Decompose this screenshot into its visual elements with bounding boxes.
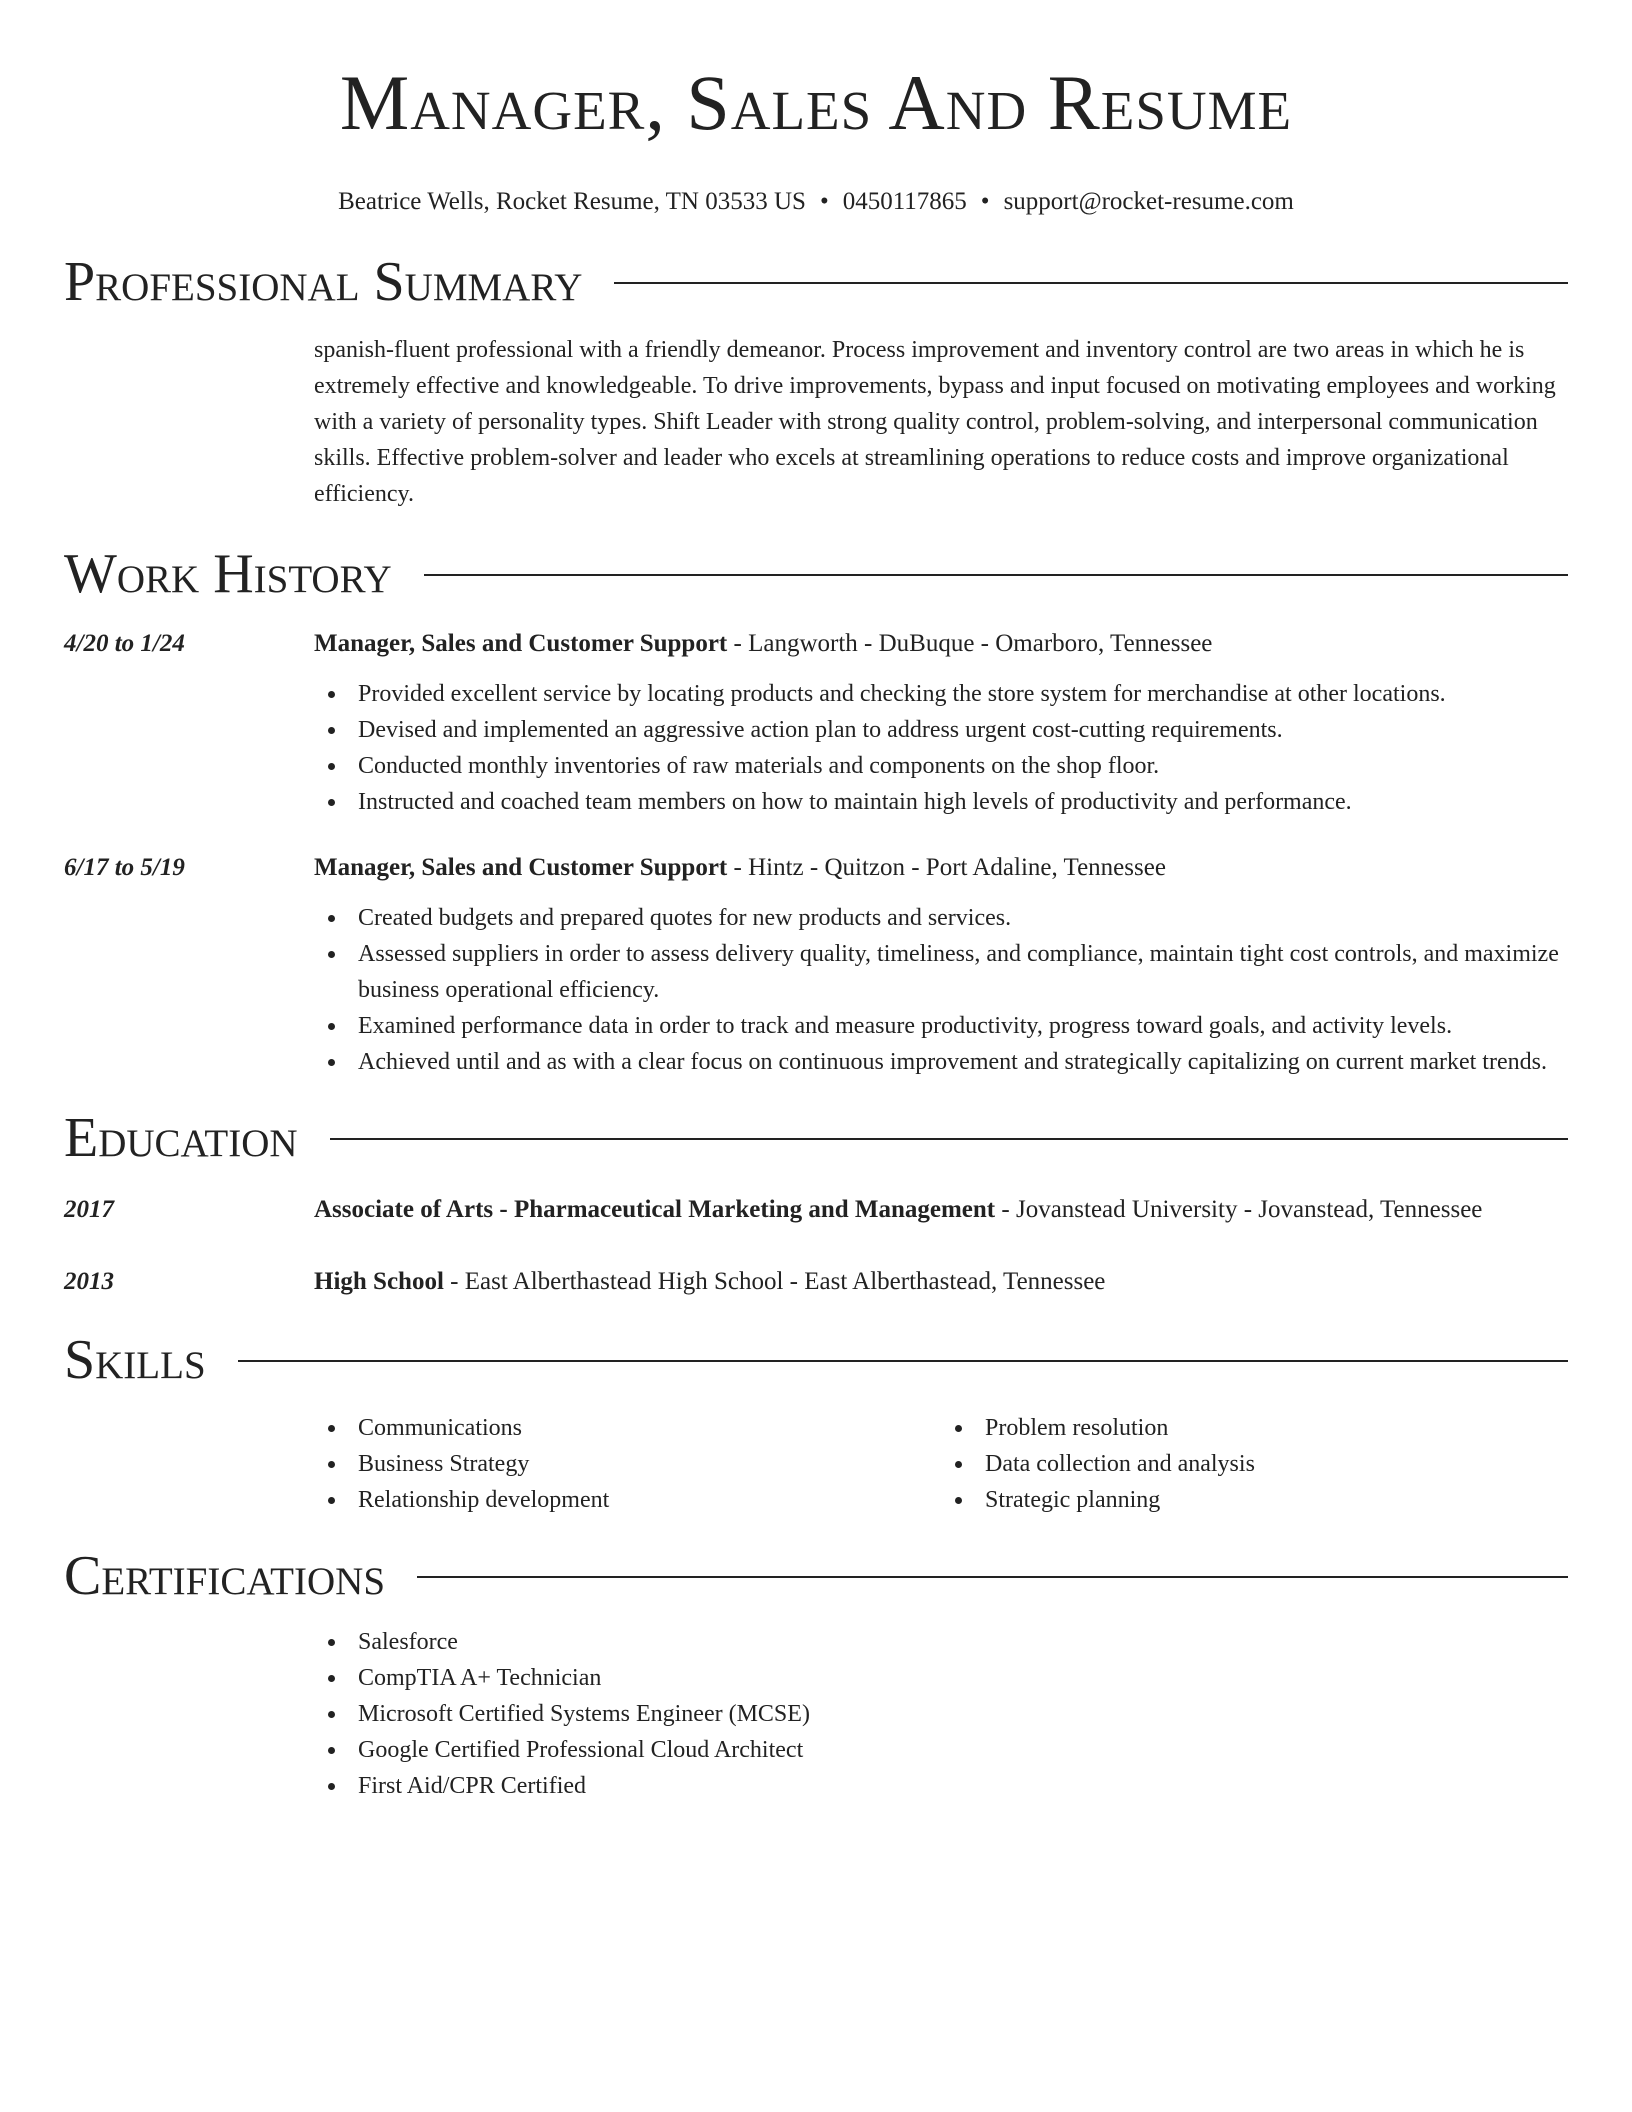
job-entry	[64, 850, 1568, 1080]
list-item: Assessed suppliers in order to assess delivery quality, timeliness, and compliance, maintain tight cost controls, and maximize business operational efficiency.	[314, 936, 1568, 1008]
list-item: CompTIA A+ Technician	[314, 1660, 1568, 1696]
summary-text: spanish-fluent professional with a friendly demeanor. Process improvement and inventory control are two areas in which he is extremely effective and knowledgeable. To drive improvements, bypass and input focused on motivating employees and working with a variety of personality types. Shift Leader with strong quality control, problem-solving, and interpersonal communication skills. Effective problem-solver and leader who excels at streamlining operations to reduce costs and improve organizational efficiency.	[314, 337, 1556, 507]
job-bullet-list	[314, 900, 1568, 1080]
bullet-icon	[328, 1639, 335, 1646]
education-section-header	[64, 1106, 1568, 1170]
education-degree: High School	[314, 1268, 444, 1295]
list-item: Created budgets and prepared quotes for new products and services.	[314, 900, 1568, 936]
section-divider	[417, 1576, 1568, 1578]
bullet-icon	[328, 763, 335, 770]
list-item: Relationship development	[314, 1482, 941, 1518]
section-divider	[238, 1360, 1568, 1362]
education-year: 2017	[64, 1196, 114, 1223]
education-year: 2013	[64, 1268, 114, 1295]
job-dates: 4/20 to 1/24	[64, 630, 185, 657]
education-heading: Education	[64, 1107, 298, 1169]
list-item: Data collection and analysis	[941, 1446, 1568, 1482]
bullet-icon	[328, 915, 335, 922]
skills-grid	[314, 1410, 1568, 1518]
bullet-icon	[328, 951, 335, 958]
bullet-icon	[955, 1497, 962, 1504]
work-heading: Work History	[64, 543, 392, 605]
page-title: Manager, Sales And Resume	[339, 59, 1293, 146]
job-title: Manager, Sales and Customer Support	[314, 854, 728, 881]
education-details: - East Alberthastead High School - East Alberthastead, Tennessee	[443, 1268, 1106, 1295]
list-item: Provided excellent service by locating products and checking the store system for merchandise at other locations.	[314, 676, 1568, 712]
bullet-icon	[328, 1711, 335, 1718]
summary-heading: Professional Summary	[64, 251, 583, 313]
education-entry	[64, 1192, 1568, 1228]
section-divider	[330, 1138, 1568, 1140]
list-item: Examined performance data in order to track and measure productivity, progress toward goals, and activity levels.	[314, 1008, 1568, 1044]
bullet-icon	[328, 1425, 335, 1432]
bullet-icon	[328, 1497, 335, 1504]
bullet-icon	[328, 1747, 335, 1754]
list-item: Communications	[314, 1410, 941, 1446]
list-item: Achieved until and as with a clear focus on continuous improvement and strategically capitalizing on current market trends.	[314, 1044, 1568, 1080]
skills-column-right	[941, 1410, 1568, 1518]
contact-separator: •	[819, 188, 829, 215]
bullet-icon	[328, 691, 335, 698]
bullet-icon	[955, 1461, 962, 1468]
certifications-heading: Certifications	[64, 1545, 386, 1607]
skills-column-left	[314, 1410, 941, 1518]
list-item: Strategic planning	[941, 1482, 1568, 1518]
skills-section-header	[64, 1328, 1568, 1392]
job-header	[314, 626, 1568, 662]
contact-line	[64, 186, 1568, 218]
skills-heading: Skills	[64, 1329, 206, 1391]
contact-separator: •	[980, 188, 990, 215]
list-item: Conducted monthly inventories of raw materials and components on the shop floor.	[314, 748, 1568, 784]
bullet-icon	[328, 1461, 335, 1468]
job-bullet-list	[314, 676, 1568, 820]
job-details: - Langworth - DuBuque - Omarboro, Tennessee	[727, 630, 1213, 657]
education-degree: Associate of Arts - Pharmaceutical Marketing and Management	[314, 1196, 996, 1223]
list-item: Devised and implemented an aggressive action plan to address urgent cost-cutting requirements.	[314, 712, 1568, 748]
job-title: Manager, Sales and Customer Support	[314, 630, 728, 657]
bullet-icon	[955, 1425, 962, 1432]
contact-address: Beatrice Wells, Rocket Resume, TN 03533 US	[338, 188, 806, 215]
work-section-header	[64, 542, 1568, 606]
bullet-icon	[328, 1059, 335, 1066]
certifications-section-header	[64, 1544, 1568, 1608]
contact-phone: 0450117865	[842, 188, 967, 215]
list-item: Salesforce	[314, 1624, 1568, 1660]
contact-email: support@rocket-resume.com	[1003, 188, 1294, 215]
job-dates: 6/17 to 5/19	[64, 854, 185, 881]
bullet-icon	[328, 727, 335, 734]
bullet-icon	[328, 1675, 335, 1682]
list-item: Microsoft Certified Systems Engineer (MCSE)	[314, 1696, 1568, 1732]
bullet-icon	[328, 1023, 335, 1030]
list-item: First Aid/CPR Certified	[314, 1768, 1568, 1804]
section-divider	[424, 574, 1568, 576]
list-item: Business Strategy	[314, 1446, 941, 1482]
list-item: Google Certified Professional Cloud Architect	[314, 1732, 1568, 1768]
job-header	[314, 850, 1568, 886]
certifications-list	[314, 1624, 1568, 1804]
education-entry	[64, 1264, 1568, 1300]
job-details: - Hintz - Quitzon - Port Adaline, Tennessee	[727, 854, 1166, 881]
bullet-icon	[328, 799, 335, 806]
section-divider	[614, 282, 1568, 284]
list-item: Problem resolution	[941, 1410, 1568, 1446]
education-details: - Jovanstead University - Jovanstead, Tennessee	[995, 1196, 1483, 1223]
job-entry	[64, 626, 1568, 820]
list-item: Instructed and coached team members on how to maintain high levels of productivity and performance.	[314, 784, 1568, 820]
summary-section-header	[64, 250, 1568, 314]
bullet-icon	[328, 1783, 335, 1790]
